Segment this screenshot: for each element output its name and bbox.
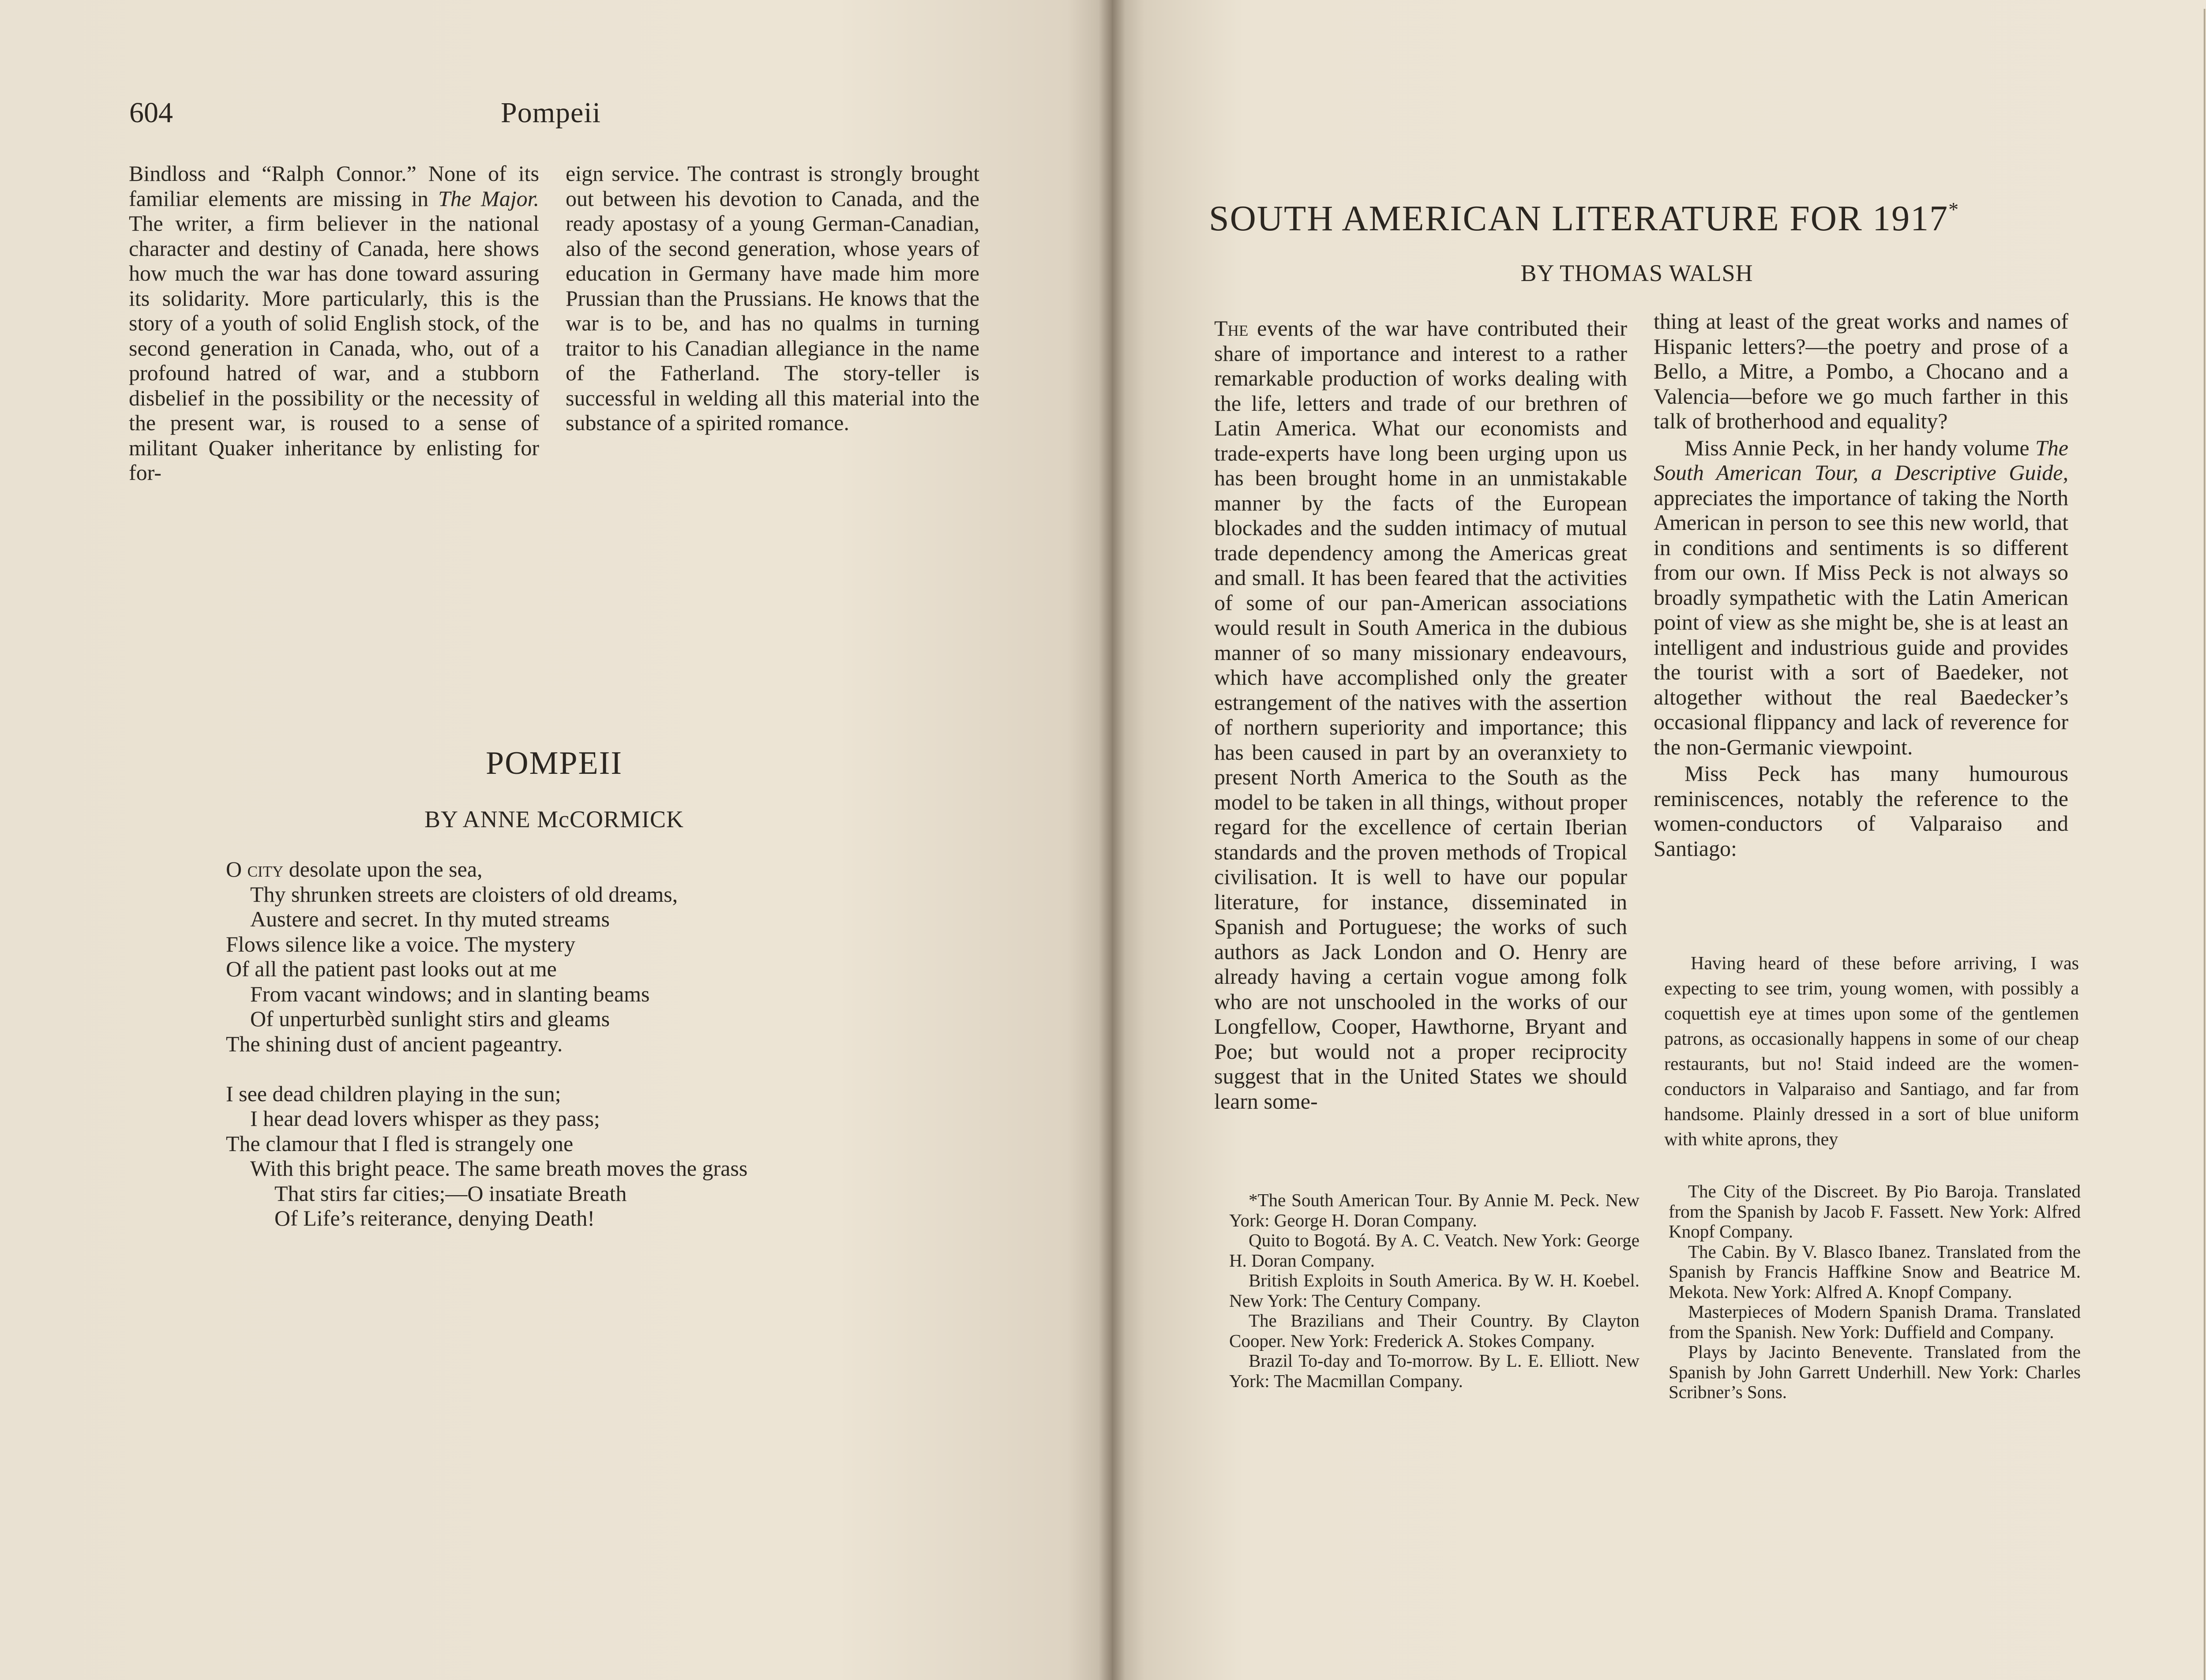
article-column-1 xyxy=(1214,316,1627,1114)
poem-line: Thy shrunken streets are cloisters of old dreams, xyxy=(250,881,678,907)
footnote-entry: *The South American Tour. By Annie M. Peck. New York: George H. Doran Company. xyxy=(1229,1190,1639,1230)
page-number: 604 xyxy=(129,97,173,129)
running-head: Pompeii xyxy=(501,97,601,129)
footnote-entry: The Cabin. By V. Blasco Ibanez. Translated from the Spanish by Francis Haffkine Snow and Beatrice M. Mekota. New York: Alfred A. Knopf Company. xyxy=(1669,1241,2081,1302)
book-spine-shadow xyxy=(1099,0,1125,1680)
article-column-2 xyxy=(1654,309,2068,861)
poem-line: Of unperturbèd sunlight stirs and gleams xyxy=(250,1006,610,1031)
poem-byline: BY ANNE McCORMICK xyxy=(424,806,684,832)
footnote-entry: British Exploits in South America. By W. H. Koebel. New York: The Century Company. xyxy=(1229,1270,1639,1311)
page-edges xyxy=(2204,9,2206,1680)
review-text-rest: The writer, a firm believer in the national character and destiny of Canada, here shows how much the war has done toward assuring its solidarity. More particularly, this is the story of a youth of solid English stock, of the second generation in Canada, who, out of a profound hatred of war, and a stubborn disbelief in the possibility or the necessity of the present war, is roused to a sense of militant Quaker inheritance by enlisting for for- xyxy=(129,211,539,485)
block-quote: Having heard of these before arriving, I was expecting to see trim, young women, with possibly a coquettish eye at times upon some of the gentlemen patrons, as occasionally happens in some of our cheap restaurants, but no! Staid indeed are the women-conductors in Valparaiso and Santiago, and far from handsome. Plainly dressed in a sort of blue uniform with white aprons, they xyxy=(1664,953,2079,1150)
review-text-start: Bindloss and “Ralph Connor.” None of its familiar elements are missing in xyxy=(129,161,539,211)
poem-title: POMPEII xyxy=(485,745,623,781)
footnote-mark: * xyxy=(1948,198,1960,221)
footnote-entry: Plays by Jacinto Benevente. Translated from the Spanish by John Garrett Underhill. New York: Charles Scribner’s Sons. xyxy=(1669,1342,2081,1402)
poem-line: The clamour that I fled is strangely one xyxy=(226,1131,574,1156)
poem-line: That stirs far cities;—O insatiate Breath xyxy=(274,1181,627,1206)
article-byline: BY THOMAS WALSH xyxy=(1520,260,1753,286)
article-paragraph: thing at least of the great works and names of Hispanic letters?—the poetry and prose of a Bello, a Mitre, a Pombo, a Chocano and a Valencia—before we go much farther in this talk of brotherhood and equality? xyxy=(1654,309,2068,433)
poem-line: The shining dust of ancient pageantry. xyxy=(226,1031,563,1056)
book-title-italic: The Major. xyxy=(438,186,540,211)
footnote-entry: The City of the Discreet. By Pio Baroja. Translated from the Spanish by Jacob F. Fassett. New York: Alfred Knopf Company. xyxy=(1669,1181,2081,1241)
review-column-2 xyxy=(566,161,979,435)
poem-line: O city desolate upon the sea, xyxy=(226,857,483,881)
review-column-1 xyxy=(129,161,539,485)
drop-word: The xyxy=(1214,316,1249,341)
stanza-break xyxy=(226,1056,954,1081)
footnotes-column-2 xyxy=(1669,1181,2081,1402)
footnote-entry: Brazil To-day and To-morrow. By L. E. Elliott. New York: The Macmillan Company. xyxy=(1229,1350,1639,1391)
guide-title-italic: The South American Tour, a Descriptive Guide, xyxy=(1654,435,2068,485)
footnote-entry: Quito to Bogotá. By A. C. Veatch. New York: George H. Doran Company. xyxy=(1229,1230,1639,1271)
footnote-entry: Masterpieces of Modern Spanish Drama. Translated from the Spanish. New York: Duffield and Company. xyxy=(1669,1301,2081,1342)
footnotes-column-1 xyxy=(1229,1190,1639,1391)
poem-line: Of all the patient past looks out at me xyxy=(226,956,557,981)
poem-body xyxy=(226,857,954,1231)
poem-line: Flows silence like a voice. The mystery xyxy=(226,931,575,956)
review-text-continued: eign service. The contrast is strongly brought out between his devotion to Canada, and the ready apostasy of a young German-Canadian, also of the second generation, whose years of education in Germany have made him more Prussian than the Prussians. He knows that the war is to be, and has no qualms in turning traitor to his Canadian allegiance in the name of the Fatherland. The story-teller is successful in welding all this material into the substance of a spirited romance. xyxy=(566,161,979,435)
article-paragraph: Miss Peck has many humourous reminiscences, notably the reference to the women-conductors of Valparaiso and Santiago: xyxy=(1654,761,2068,861)
footnote-entry: The Brazilians and Their Country. By Clayton Cooper. New York: Frederick A. Stokes Company. xyxy=(1229,1310,1639,1351)
article-title: SOUTH AMERICAN LITERATURE FOR 1917* xyxy=(1209,198,1960,238)
poem-line: Austere and secret. In thy muted streams xyxy=(250,907,610,931)
poem-line: With this bright peace. The same breath moves the grass xyxy=(250,1156,748,1181)
poem-line: Of Life’s reiterance, denying Death! xyxy=(274,1206,595,1230)
poem-line: I hear dead lovers whisper as they pass; xyxy=(250,1106,600,1131)
poem-line: From vacant windows; and in slanting beams xyxy=(250,981,650,1006)
article-text: events of the war have contributed their share of importance and interest to a rather remarkable production of works dealing with the life, letters and trade of our brethren of Latin America. What our economists and trade-experts have long been urging upon us has been brought home in an unmistakable manner by the facts of the European blockades and the sudden intimacy of mutual trade dependency among the Americas great and small. It has been feared that the activities of some of our pan-American associations would result in South America in the dubious manner of so many missionary endeavours, which have accomplished only the greater estrangement of the natives with the assertion of northern superiority and importance; this has been caused in part by an overanxiety to present North America to the South as the model to be taken in all things, without proper regard for the excellence of certain Iberian standards and the proven methods of Tropical civilisation. It is well to have our popular literature, for instance, disseminated in Spanish and Portuguese; the works of such authors as Jack London and O. Henry are already having a certain vogue among folk who are not unschooled in the works of our Longfellow, Cooper, Hawthorne, Bryant and Poe; but would not a proper reciprocity suggest that in the United States we should learn some- xyxy=(1214,316,1627,1114)
poem-line: I see dead children playing in the sun; xyxy=(226,1081,561,1106)
article-paragraph: Miss Annie Peck, in her handy volume The South American Tour, a Descriptive Guide, appreciates the importance of taking the North American in person to see this new world, that in conditions and sentiments is so different from our own. If Miss Peck is not always so broadly sympathetic with the Latin American point of view as she might be, she is at least an intelligent and industrious guide and provides the tourist with a sort of Baedeker, not altogether without the real Baedecker’s occasional flippancy and lack of reverence for the non-Germanic viewpoint. xyxy=(1654,435,2068,759)
